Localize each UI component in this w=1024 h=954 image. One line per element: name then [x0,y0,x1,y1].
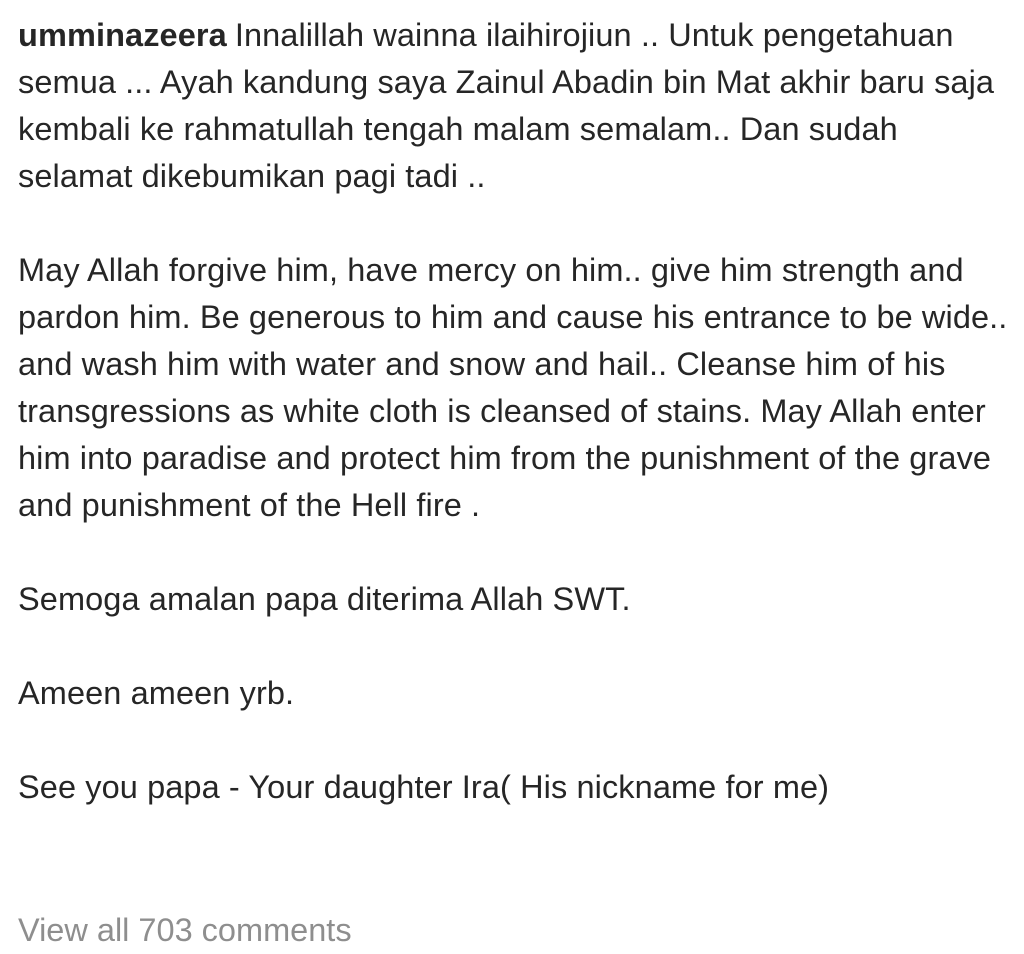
post-caption [18,12,1014,811]
caption-paragraph: May Allah forgive him, have mercy on him.. give him strength and pardon him. Be generous to him and cause his entrance to be wide.. and wash him with water and snow and hail.. Cleanse him of his transgressions as white cloth is cleansed of stains. May Allah enter him into paradise and protect him from the punishment of the grave and punishment of the Hell fire . [18,252,1008,523]
caption-paragraph: See you papa - Your daughter Ira( His nickname for me) [18,769,830,805]
caption-paragraph: Semoga amalan papa diterima Allah SWT. [18,581,631,617]
caption-paragraph: Ameen ameen yrb. [18,675,295,711]
caption-text: Innalillah wainna ilaihirojiun .. Untuk pengetahuan semua ... Ayah kandung saya Zainul Abadin bin Mat akhir baru saja kembali ke rahmatullah tengah malam semalam.. Dan sudah selamat dikebumikan pagi tadi .. [18,17,995,194]
username-link[interactable]: umminazeera [18,17,227,53]
view-all-comments-link[interactable]: View all 703 comments [18,912,352,948]
caption-paragraph [18,12,1014,200]
